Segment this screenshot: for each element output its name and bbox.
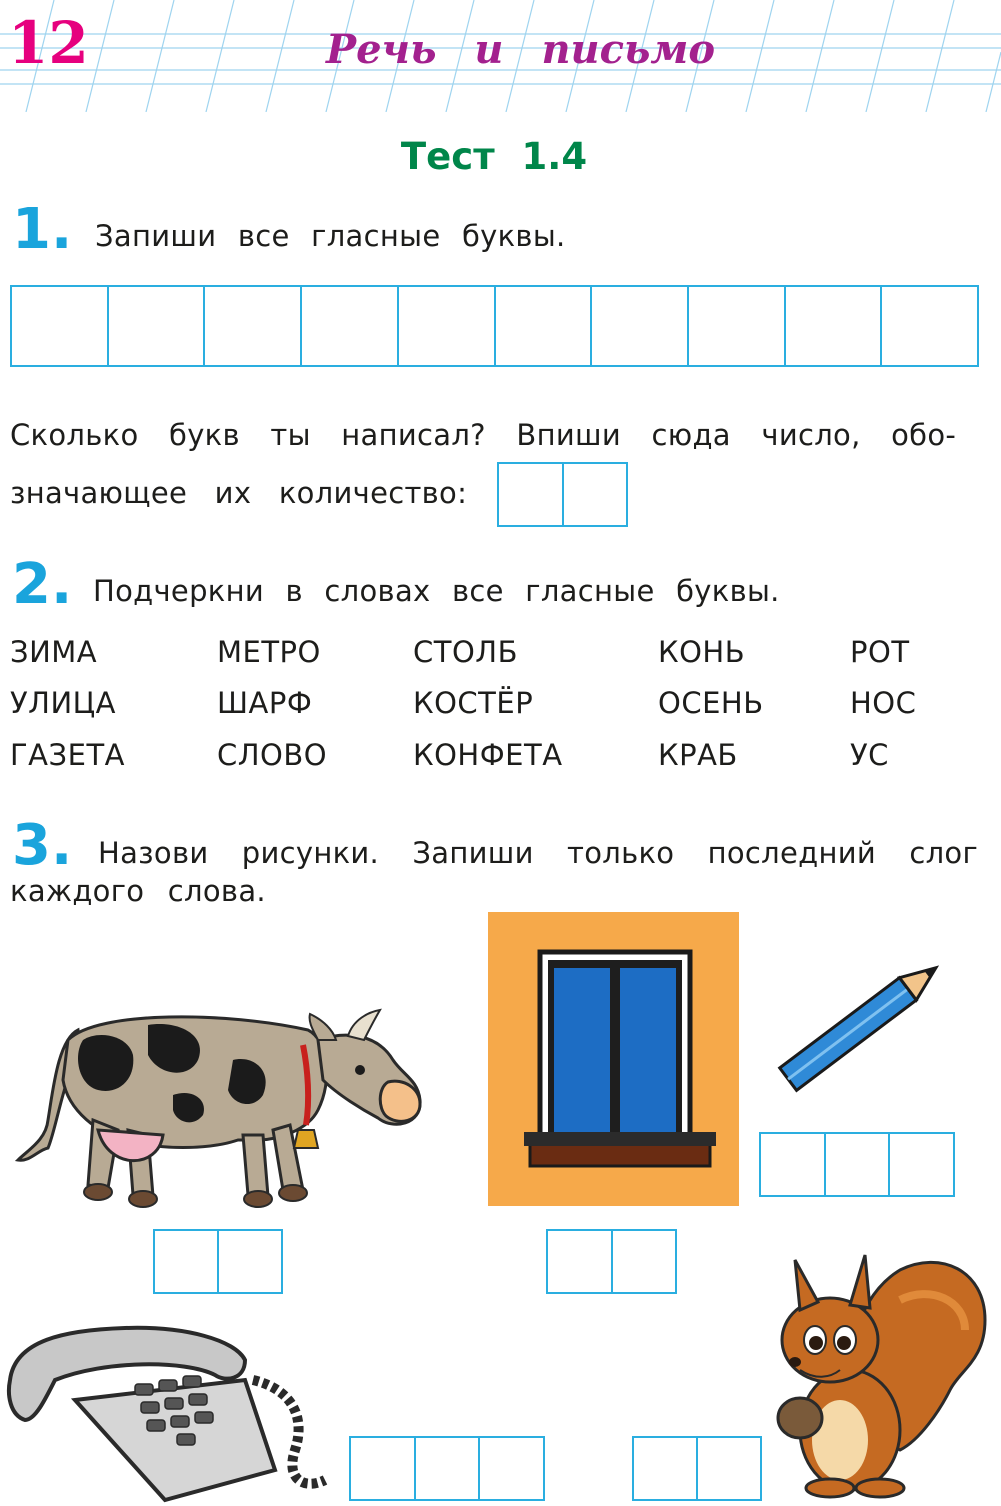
answer-cell[interactable]	[696, 1438, 760, 1499]
answer-cell[interactable]	[548, 1231, 611, 1292]
answer-cell[interactable]	[562, 464, 627, 525]
answer-cell[interactable]	[478, 1438, 543, 1499]
squirrel-answer-grid[interactable]	[632, 1436, 762, 1501]
word-item: КРАБ	[658, 738, 738, 772]
answer-cell[interactable]	[217, 1231, 281, 1292]
cow-illustration	[8, 1000, 428, 1220]
answer-cell[interactable]	[107, 287, 204, 365]
task-3-number: 3.	[12, 813, 73, 878]
word-item: УС	[850, 738, 889, 772]
answer-cell[interactable]	[397, 287, 494, 365]
task-1-instruction: Запиши все гласные буквы.	[95, 219, 566, 253]
word-item: ГАЗЕТА	[10, 738, 125, 772]
answer-cell[interactable]	[761, 1134, 824, 1195]
word-item: СЛОВО	[217, 738, 328, 772]
word-item: КОНЬ	[658, 635, 746, 669]
answer-cell[interactable]	[687, 287, 784, 365]
task-1-question-line-1: Сколько букв ты написал? Впиши сюда число, обо-	[10, 418, 957, 452]
word-item: НОС	[850, 686, 917, 720]
cow-answer-grid[interactable]	[153, 1229, 283, 1294]
word-item: ШАРФ	[217, 686, 313, 720]
window-illustration	[488, 912, 739, 1206]
answer-cell[interactable]	[351, 1438, 414, 1499]
answer-cell[interactable]	[494, 287, 591, 365]
task-2-instruction: Подчеркни в словах все гласные буквы.	[93, 574, 780, 608]
word-item: ЗИМА	[10, 635, 98, 669]
word-item: ОСЕНЬ	[658, 686, 764, 720]
word-item: РОТ	[850, 635, 910, 669]
task-1-number: 1.	[12, 197, 73, 262]
pencil-answer-grid[interactable]	[759, 1132, 955, 1197]
word-item: СТОЛБ	[413, 635, 518, 669]
task-2-number: 2.	[12, 552, 73, 617]
answer-cell[interactable]	[499, 464, 562, 525]
answer-cell[interactable]	[414, 1438, 479, 1499]
pencil-illustration	[760, 935, 965, 1115]
test-title: Тест 1.4	[400, 135, 588, 178]
squirrel-illustration	[770, 1240, 992, 1502]
word-item: КОСТЁР	[413, 686, 534, 720]
word-item: УЛИЦА	[10, 686, 117, 720]
answer-cell[interactable]	[203, 287, 300, 365]
page-number: 12	[8, 9, 89, 77]
telephone-illustration	[5, 1320, 335, 1506]
task-1-question-line-2: значающее их количество:	[10, 476, 468, 510]
answer-cell[interactable]	[590, 287, 687, 365]
task-3-instruction-line-2: каждого слова.	[10, 874, 266, 908]
answer-cell[interactable]	[824, 1134, 889, 1195]
answer-cell[interactable]	[611, 1231, 676, 1292]
word-item: МЕТРО	[217, 635, 321, 669]
answer-cell[interactable]	[888, 1134, 953, 1195]
window-answer-grid[interactable]	[546, 1229, 677, 1294]
answer-cell[interactable]	[880, 287, 977, 365]
telephone-answer-grid[interactable]	[349, 1436, 545, 1501]
answer-cell[interactable]	[784, 287, 881, 365]
answer-cell[interactable]	[155, 1231, 217, 1292]
task-3-instruction-line-1: Назови рисунки. Запиши только последний слог	[98, 836, 978, 870]
count-answer-grid[interactable]	[497, 462, 628, 527]
word-item: КОНФЕТА	[413, 738, 563, 772]
answer-cell[interactable]	[634, 1438, 696, 1499]
section-title: Речь и письмо	[326, 26, 716, 73]
answer-cell[interactable]	[300, 287, 397, 365]
answer-cell[interactable]	[12, 287, 107, 365]
vowels-answer-grid[interactable]	[10, 285, 979, 367]
